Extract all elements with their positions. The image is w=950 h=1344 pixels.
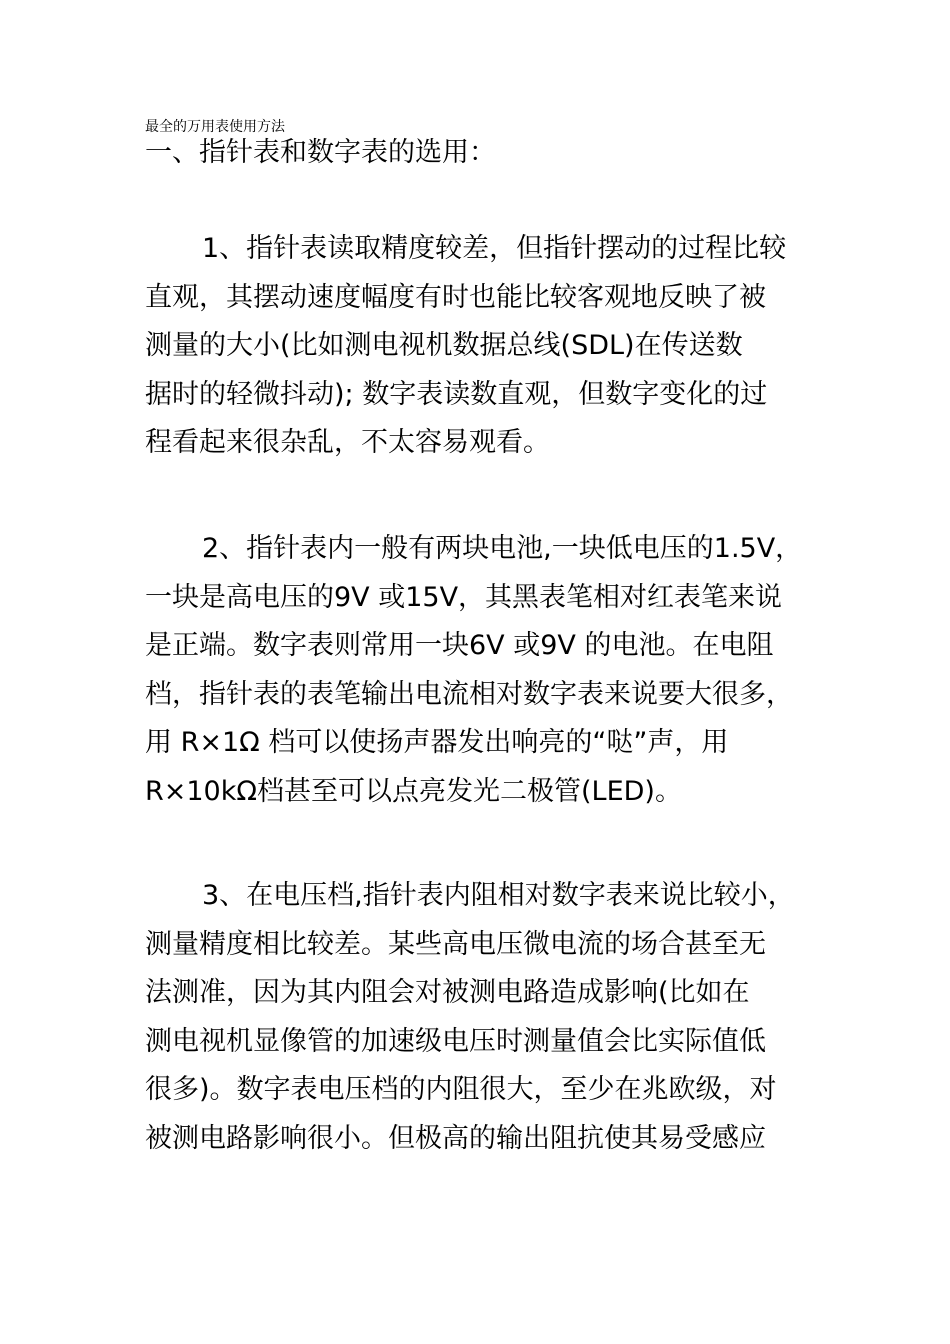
paragraph-line: 很多)。数字表电压档的内阻很大，至少在兆欧级，对 [145,1074,777,1105]
paragraph-line: R×10kΩ档甚至可以点亮发光二极管(LED)。 [145,775,682,807]
paragraph-3 [145,872,825,1163]
paragraph-line: 法测准，因为其内阻会对被测电路造成影响(比如在 [145,977,750,1008]
paragraph-line: 测量精度相比较差。某些高电压微电流的场合甚至无 [145,928,766,960]
paragraph-line: 测量的大小(比如测电视机数据总线(SDL)在传送数 [145,330,743,361]
paragraph-line: 据时的轻微抖动); 数字表读数直观，但数字变化的过 [145,378,768,410]
paragraph-line: 被测电路影响很小。但极高的输出阻抗使其易受感应 [145,1122,766,1154]
paragraph-line: 测电视机显像管的加速级电压时测量值会比实际值低 [145,1025,766,1057]
paragraph-line: 一块是高电压的9V 或15V，其黑表笔相对红表笔来说 [145,581,783,613]
document-title: 最全的万用表使用方法 [145,119,285,135]
paragraph-line: 是正端。数字表则常用一块6V 或9V 的电池。在电阻 [145,630,774,661]
paragraph-line: 档，指针表的表笔输出电流相对数字表来说要大很多， [145,678,793,710]
paragraph-2 [145,525,825,816]
paragraph-line: 直观，其摆动速度幅度有时也能比较客观地反映了被 [145,281,766,313]
section-heading: 一、指针表和数字表的选用： [145,137,496,168]
paragraph-line: 用 R×1Ω 档可以使扬声器发出响亮的“哒”声，用 [145,727,729,758]
paragraph-line: 2、指针表内一般有两块电池,一块低电压的1.5V， [202,533,803,564]
paragraph-1 [145,225,825,468]
paragraph-line: 3、在电压档,指针表内阻相对数字表来说比较小， [202,880,795,911]
paragraph-line: 1、指针表读取精度较差，但指针摆动的过程比较 [202,233,787,264]
paragraph-line: 程看起来很杂乱，不太容易观看。 [145,427,550,458]
